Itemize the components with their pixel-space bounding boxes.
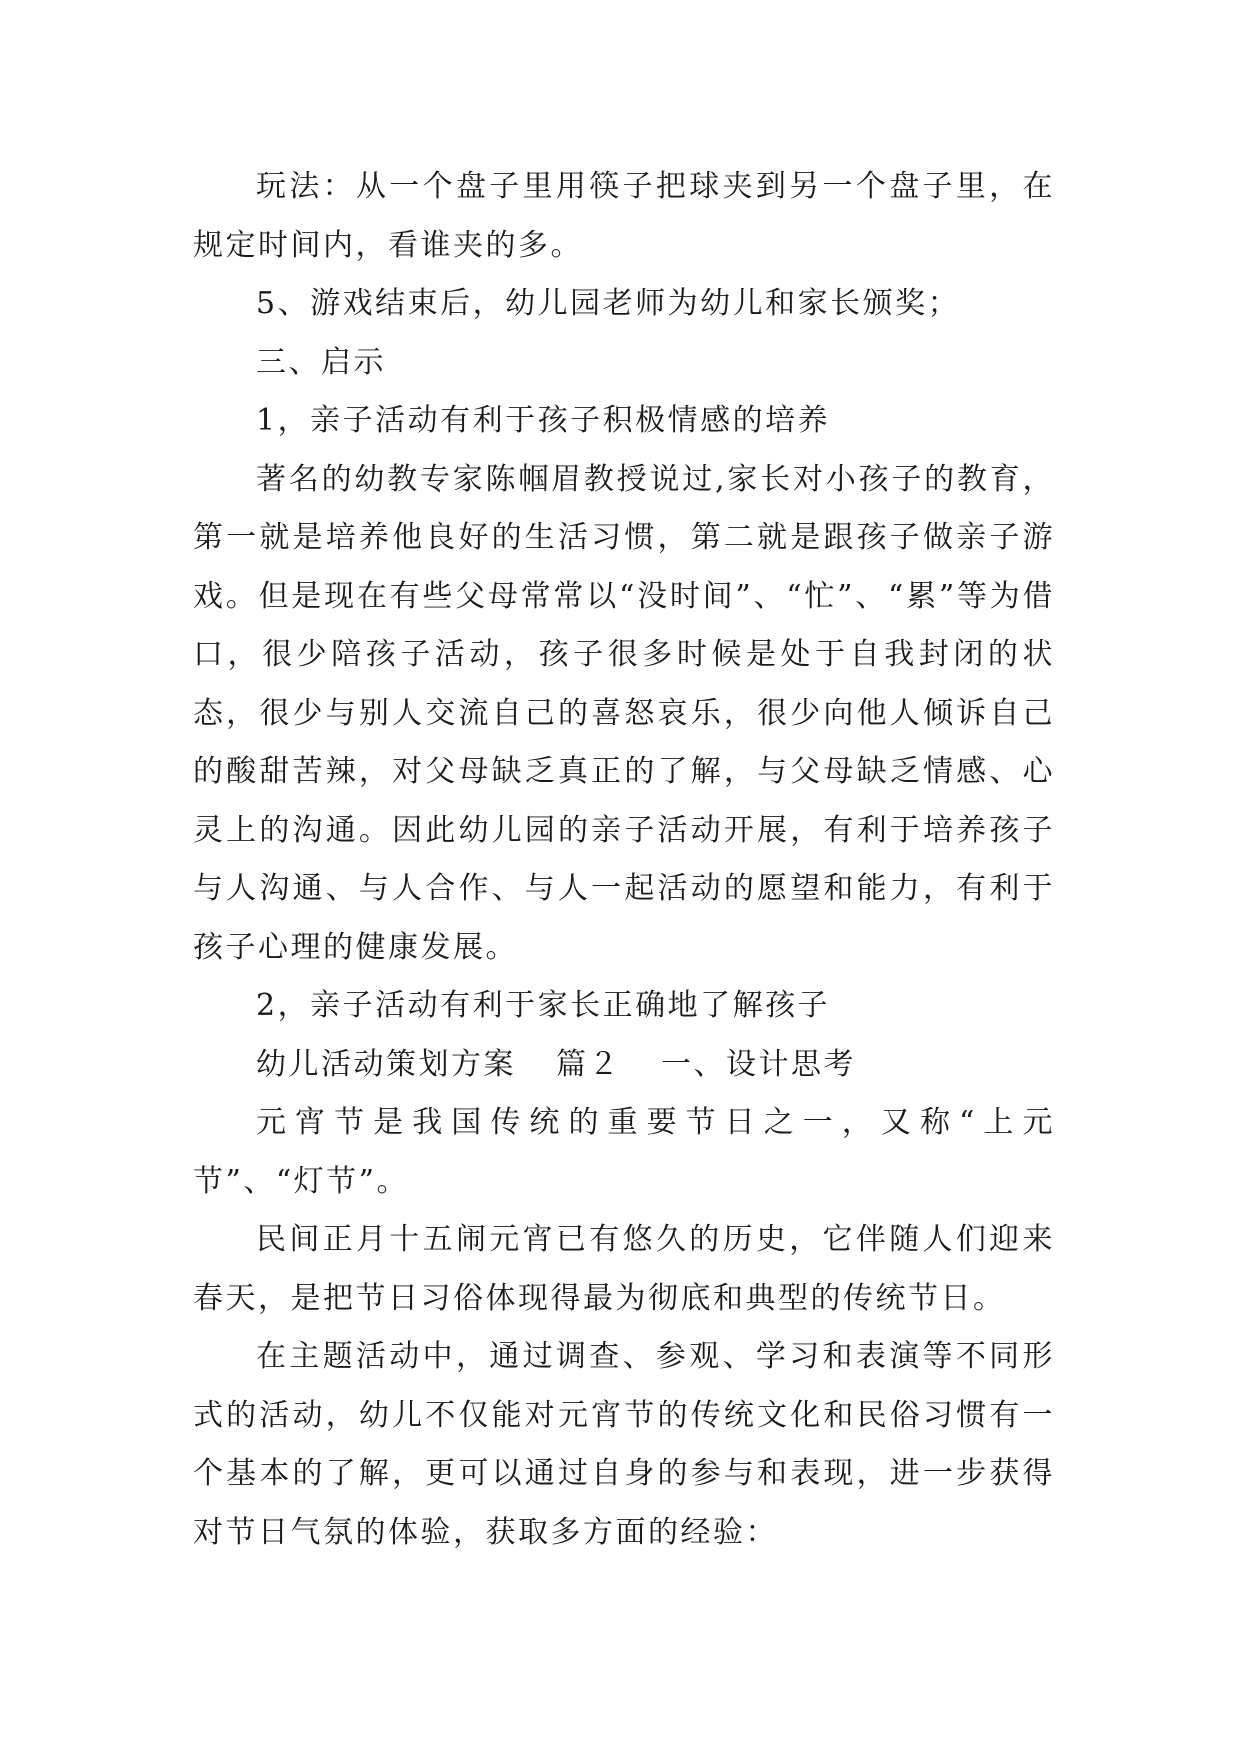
section-heading [193, 1036, 1055, 1095]
paragraph-expert-view: 著名的幼教专家陈帼眉教授说过,家长对小孩子的教育，第一就是培养他良好的生活习惯，第二就是跟孩子做亲子游戏。但是现在有些父母常常以“没时间”、“忙”、“累”等为借口，很少陪孩子活动，孩子很多时候是处于自我封闭的状态，很少与别人交流自己的喜怒哀乐，很少向他人倾诉自己的酸甜苦辣，对父母缺乏真正的了解，与父母缺乏情感、心灵上的沟通。因此幼儿园的亲子活动开展，有利于培养孩子与人沟通、与人合作、与人一起活动的愿望和能力，有利于孩子心理的健康发展。 [193, 461, 1055, 965]
heading-understand-child: 2，亲子活动有利于家长正确地了解孩子 [256, 988, 831, 1023]
heading-positive-emotion: 1，亲子活动有利于孩子积极情感的培养 [256, 403, 831, 438]
heading-inspiration: 三、启示 [256, 344, 386, 380]
document-body [193, 158, 1055, 1562]
paragraph-award: 5、游戏结束后，幼儿园老师为幼儿和家长颁奖； [256, 286, 961, 321]
paragraph-theme-activity: 在主题活动中，通过调查、参观、学习和表演等不同形式的活动，幼儿不仅能对元宵节的传统文化和民俗习惯有一个基本的了解，更可以通过自身的参与和表现，进一步获得对节日气氛的体验，获取多方面的经验： [193, 1339, 1055, 1550]
paragraph-gameplay: 玩法：从一个盘子里用筷子把球夹到另一个盘子里，在规定时间内，看谁夹的多。 [193, 169, 1055, 263]
section-number: 篇２ [556, 1046, 621, 1082]
section-title: 幼儿活动策划方案 [256, 1046, 516, 1082]
paragraph-lantern-festival: 元宵节是我国传统的重要节日之一，又称“上元节”、“灯节”。 [193, 1105, 1055, 1199]
paragraph-folk-history: 民间正月十五闹元宵已有悠久的历史，它伴随人们迎来春天，是把节日习俗体现得最为彻底和典型的传统节日。 [193, 1222, 1055, 1316]
section-subheading: 一、设计思考 [661, 1046, 856, 1082]
